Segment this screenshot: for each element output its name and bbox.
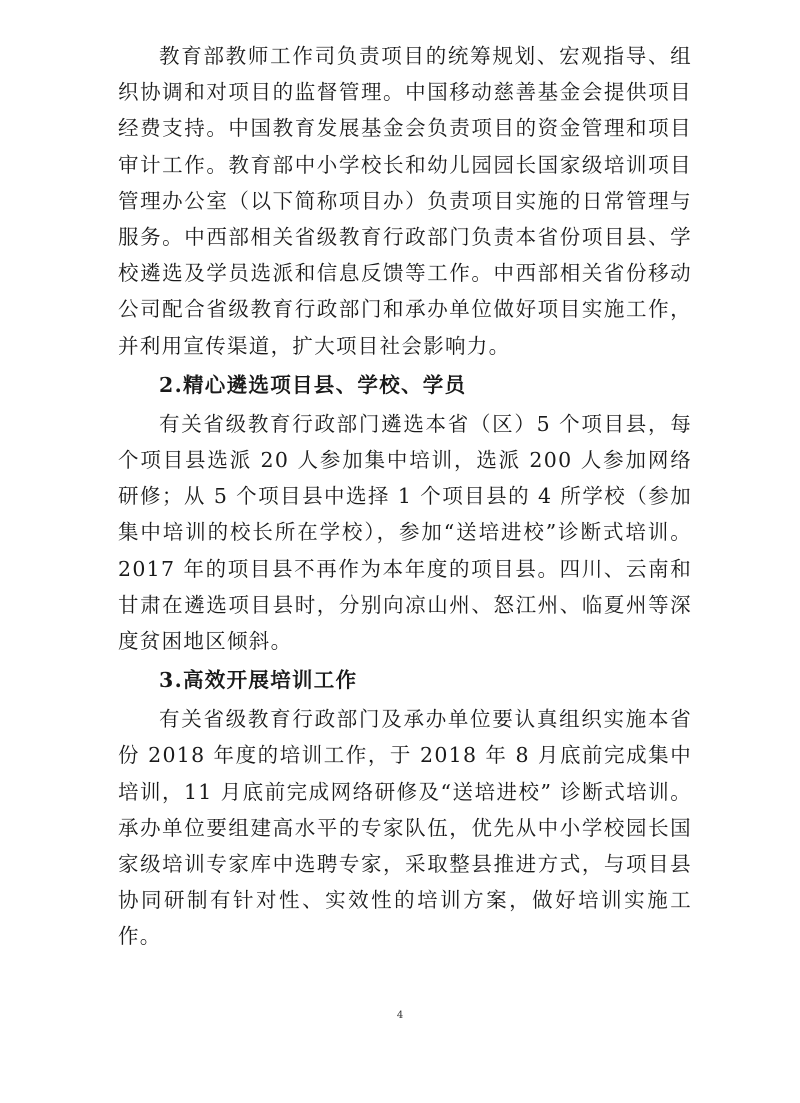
- document-body: [118, 38, 692, 955]
- section-body-2: 有关省级教育行政部门遴选本省（区）5 个项目县，每个项目县选派 20 人参加集中培训，选派 200 人参加网络研修；从 5 个项目县中选择 1 个项目县的 4 所学校（参加集中培训的校长所在学校），参加“送培进校”诊断式培训。2017 年的项目县不再作为本年度的项目县。四川、云南和甘肃在遴选项目县时，分别向凉山州、怒江州、临夏州等深度贫困地区倾斜。: [118, 411, 692, 654]
- page-number: 4: [396, 1010, 404, 1021]
- section-heading-2: 2.精心遴选项目县、学校、学员: [159, 372, 467, 397]
- intro-paragraph: 教育部教师工作司负责项目的统筹规划、宏观指导、组织协调和对项目的监督管理。中国移动慈善基金会提供项目经费支持。中国教育发展基金会负责项目的资金管理和项目审计工作。教育部中小学校长和幼儿园园长国家级培训项目管理办公室（以下简称项目办）负责项目实施的日常管理与服务。中西部相关省级教育行政部门负责本省份项目县、学校遴选及学员选派和信息反馈等工作。中西部相关省份移动公司配合省级教育行政部门和承办单位做好项目实施工作，并利用宣传渠道，扩大项目社会影响力。: [118, 44, 692, 358]
- section-heading-3: 3.高效开展培训工作: [159, 668, 358, 693]
- section-body-3: 有关省级教育行政部门及承办单位要认真组织实施本省份 2018 年度的培训工作，于 2018 年 8 月底前完成集中培训，11 月底前完成网络研修及“送培进校” 诊断式培训。承办单位要组建高水平的专家队伍，优先从中小学校园长国家级培训专家库中选聘专家，采取整县推进方式，与项目县协同研制有针对性、实效性的培训方案，做好培训实施工作。: [118, 707, 692, 949]
